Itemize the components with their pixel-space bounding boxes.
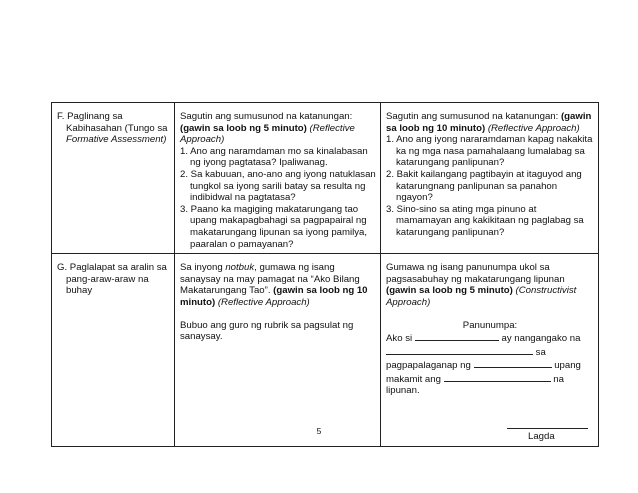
blank-line: [415, 331, 499, 341]
question-item: 1. Ano ang naramdaman mo sa kinalabasan ng iyong pagtatasa? Ipaliwanag.: [180, 145, 368, 169]
pledge-line: lipunan.: [386, 385, 420, 397]
row-label-cell: [52, 103, 175, 254]
question-item: 3. Sino-sino sa ating mga pinuno at mamamayan ang kakikitaan ng paglabag sa katarungang panlipunan?: [386, 203, 584, 238]
row-label-cell: [52, 254, 175, 447]
row-label: G. Paglalapat sa aralin sa pang-araw-araw na buhay: [57, 262, 167, 297]
activity-instructions: Sa inyong notbuk, gumawa ng isang sanaysay na may pamagat na “Ako Bilang Makatarungang Tao”. (gawin sa loob ng 10 minuto) (Reflective Approach): [180, 262, 368, 308]
activity-cell: [381, 254, 599, 447]
teacher-note: Bubuo ang guro ng rubrik sa pagsulat ng sanaysay.: [180, 319, 354, 343]
table-row: [52, 254, 599, 447]
question-item: 2. Sa kabuuan, ano-ano ang iyong natuklasan tungkol sa iyong sarili batay sa resulta ng indibidwal na pagtatasa?: [180, 168, 376, 204]
question-item: 3. Paano ka magiging makatarungang tao upang makapagbahagi sa pagpapairal ng makatarungang lipunan sa iyong pamilya, paaralan o pamayanan?: [180, 203, 368, 250]
signature-label: Lagda: [528, 431, 555, 443]
pledge-title: Panunumpa:: [462, 319, 518, 331]
activity-cell: [381, 103, 599, 254]
question-list: [180, 146, 376, 250]
activity-instructions: Sagutin ang sumusunod na katanungan: (gawin sa loob ng 5 minuto) (Reflective Approach): [180, 111, 355, 146]
row-label: F. Paglinang sa Kabihasahan (Tungo sa Formative Assessment): [57, 111, 168, 146]
blank-line: [444, 372, 551, 382]
page-number: 5: [316, 426, 322, 436]
activity-instructions: Gumawa ng isang panunumpa ukol sa pagsasabuhay ng makatarungang lipunan (gawin sa loob ng 5 minuto) (Constructivist Approach): [386, 262, 577, 308]
question-item: 1. Ano ang iyong nararamdaman kapag nakakita ka ng mga nasa pamahalaang lumalabag sa katarungang panlipunan?: [386, 134, 593, 169]
pledge-line: makamit ang na: [386, 373, 564, 385]
pledge-line: Ako si ay nangangako na: [386, 333, 581, 345]
table-row: [52, 103, 599, 254]
blank-line: [474, 358, 552, 368]
pledge-line: pagpapalaganap ng upang: [386, 360, 581, 372]
question-list: [386, 134, 594, 238]
pledge-line: sa: [386, 345, 594, 359]
question-item: 2. Bakit kailangang pagtibayin at itaguyod ang katarungnang panlipunan sa panahon ngayon?: [386, 168, 582, 204]
activity-instructions: Sagutin ang sumusunod na katanungan: (gawin sa loob ng 10 minuto) (Reflective Approach): [386, 111, 592, 134]
lesson-plan-table: [51, 102, 599, 447]
activity-cell: [175, 103, 381, 254]
blank-line: [386, 345, 533, 355]
activity-cell: [175, 254, 381, 447]
